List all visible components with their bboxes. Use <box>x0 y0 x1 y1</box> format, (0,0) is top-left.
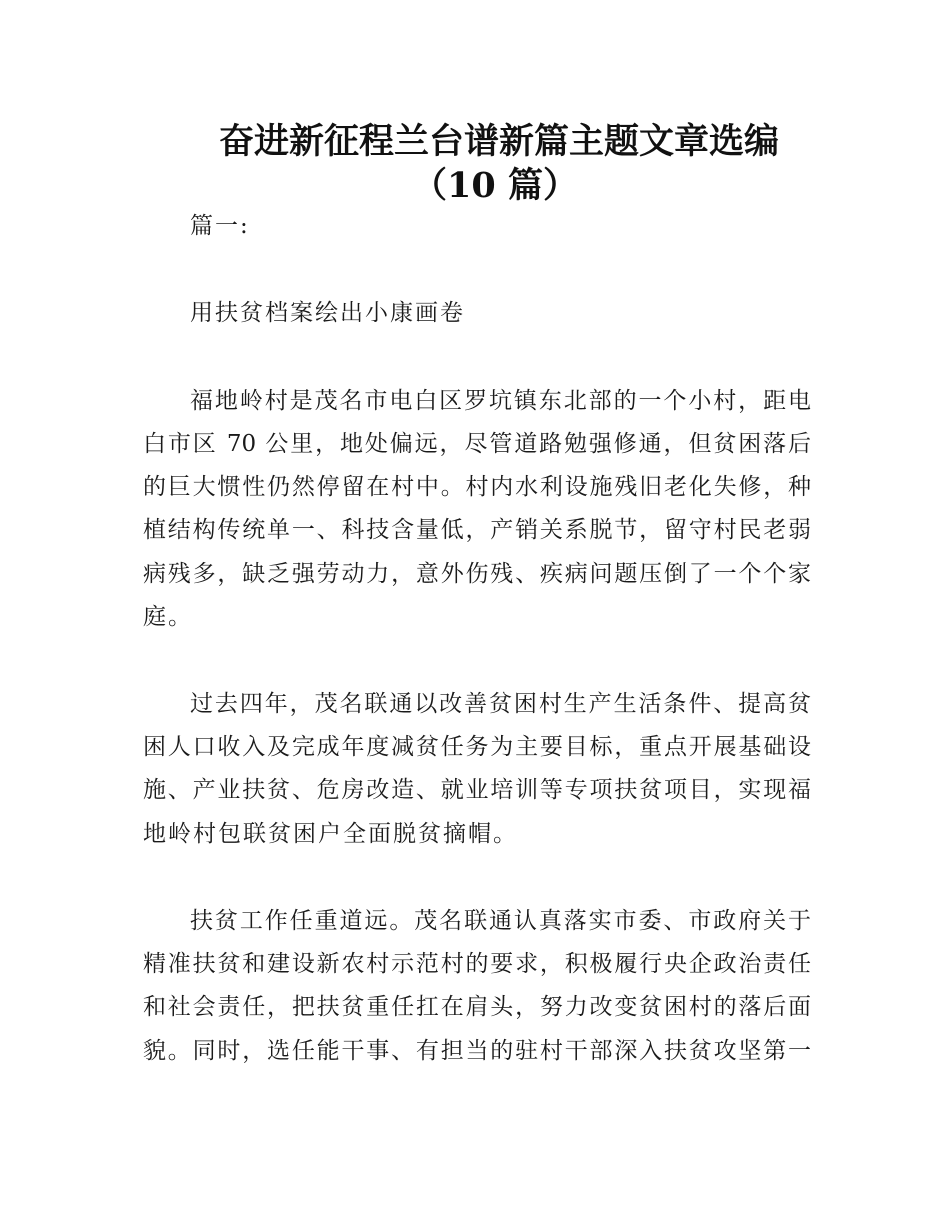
paragraph-line: 貌。同时，选任能干事、有担当的驻村干部深入扶贫攻坚第一 <box>143 1038 811 1064</box>
paragraph-line: 福地岭村是茂名市电白区罗坑镇东北部的一个小村，距电 <box>190 388 811 414</box>
paragraph-line: 庭。 <box>143 604 193 630</box>
paragraph-line: 施、产业扶贫、危房改造、就业培训等专项扶贫项目，实现福 <box>143 777 811 803</box>
document-title-count: （10 篇） <box>412 165 578 206</box>
paragraph-line: 地岭村包联贫困户全面脱贫摘帽。 <box>143 821 518 847</box>
paragraph-line: 白市区 70 公里，地处偏远，尽管道路勉强修通，但贫困落后 <box>143 431 811 457</box>
paragraph-line: 病残多，缺乏强劳动力，意外伤残、疾病问题压倒了一个个家 <box>143 561 811 587</box>
paragraph-line: 困人口收入及完成年度减贫任务为主要目标，重点开展基础设 <box>143 734 811 760</box>
paragraph-line: 扶贫工作任重道远。茂名联通认真落实市委、市政府关于 <box>190 908 811 934</box>
paragraph-line: 和社会责任，把扶贫重任扛在肩头，努力改变贫困村的落后面 <box>143 994 811 1020</box>
paragraph-line: 过去四年，茂名联通以改善贫困村生产生活条件、提高贫 <box>190 691 811 717</box>
paragraph-line: 精准扶贫和建设新农村示范村的要求，积极履行央企政治责任 <box>143 951 811 977</box>
paragraph-line: 植结构传统单一、科技含量低，产销关系脱节，留守村民老弱 <box>143 517 811 543</box>
section-label: 篇一: <box>190 213 250 239</box>
document-title: 奋进新征程兰台谱新篇主题文章选编 <box>218 121 779 162</box>
paragraph-line: 的巨大惯性仍然停留在村中。村内水利设施残旧老化失修，种 <box>143 474 811 500</box>
article-title: 用扶贫档案绘出小康画卷 <box>190 300 465 326</box>
